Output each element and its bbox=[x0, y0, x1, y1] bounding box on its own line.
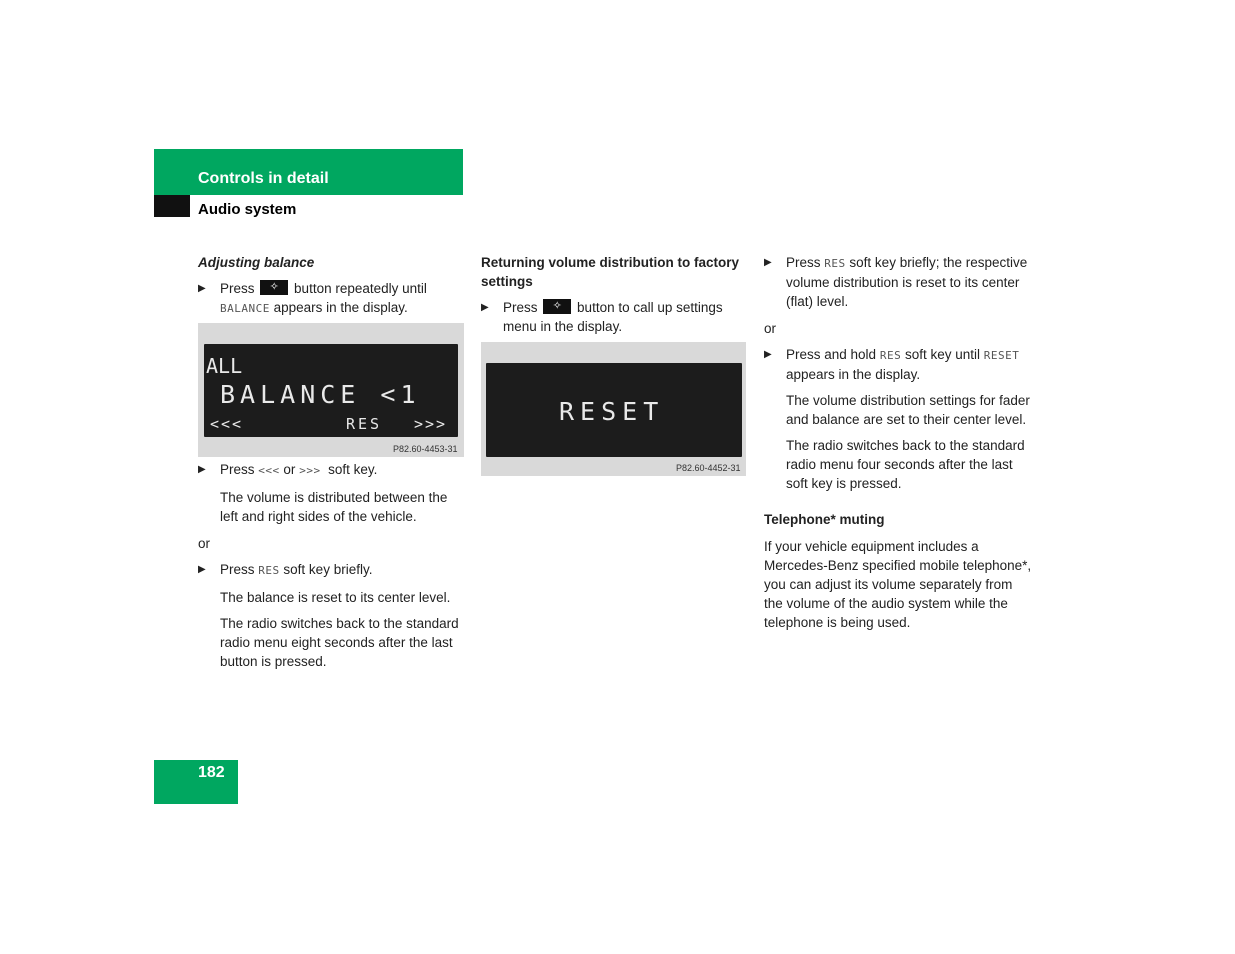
lcd-softkey-res: RES bbox=[346, 415, 383, 433]
triangle-bullet-icon: ▶ bbox=[198, 564, 206, 575]
page-number-box bbox=[154, 760, 238, 804]
heading-returning-volume: Returning volume distribution to factory settings bbox=[481, 255, 740, 289]
column-1 bbox=[198, 253, 466, 318]
triangle-bullet-icon: ▶ bbox=[198, 464, 206, 475]
heading-telephone-muting: Telephone* muting bbox=[764, 512, 885, 527]
text-settings-center: The volume distribution settings for fader and balance are set to their center level. bbox=[786, 393, 1030, 427]
lcd-line-reset: RESET bbox=[559, 397, 665, 426]
text-radio-four-seconds: The radio switches back to the standard radio menu four seconds after the last soft key is pressed. bbox=[786, 438, 1025, 491]
step-press-hold-res: ▶ Press and hold RES soft key until RESET appears in the display. bbox=[764, 347, 1020, 382]
column-3 bbox=[764, 253, 1032, 632]
step-press-arrows: ▶ Press <<< or >>> soft key. bbox=[198, 462, 378, 477]
triangle-bullet-icon: ▶ bbox=[764, 349, 772, 360]
lcd-screen bbox=[204, 344, 458, 437]
lcd-screen bbox=[486, 363, 742, 457]
lcd-softkey-right: >>> bbox=[414, 415, 448, 433]
subsection-title: Audio system bbox=[198, 201, 297, 218]
section-title: Controls in detail bbox=[198, 170, 329, 187]
step-press-res-briefly: ▶ Press RES soft key briefly; the respective volume distribution is reset to its center (flat) level. bbox=[764, 255, 1028, 309]
lcd-line-balance: BALANCE <1 bbox=[220, 380, 421, 409]
heading-adjusting-balance: Adjusting balance bbox=[198, 255, 315, 270]
text-or: or bbox=[198, 536, 211, 551]
column-2 bbox=[481, 253, 745, 336]
step-press-res: ▶ Press RES soft key briefly. bbox=[198, 562, 373, 577]
image-caption: P82.60-4452-31 bbox=[676, 463, 741, 473]
text-telephone-volume: If your vehicle equipment includes a Mercedes-Benz specified mobile telephone*, you can adjust its volume separately from the volume of the audio system while the telephone is being used. bbox=[764, 539, 1032, 630]
display-image-balance bbox=[198, 323, 464, 457]
triangle-bullet-icon: ▶ bbox=[198, 283, 206, 294]
subsection-marker bbox=[154, 195, 190, 217]
text-radio-switches-back: The radio switches back to the standard radio menu eight seconds after the last button is pressed. bbox=[220, 616, 459, 669]
triangle-bullet-icon: ▶ bbox=[481, 302, 489, 313]
settings-key-icon: ✧ bbox=[260, 280, 288, 295]
text-balance-reset: The balance is reset to its center level. bbox=[220, 590, 451, 605]
step-press-settings: ▶ Press ✧ button to call up settings menu in the display. bbox=[481, 300, 723, 334]
lcd-line-all: ALL bbox=[206, 354, 243, 378]
settings-key-icon: ✧ bbox=[543, 299, 571, 314]
text-or: or bbox=[764, 321, 777, 336]
triangle-bullet-icon: ▶ bbox=[764, 257, 772, 268]
lcd-softkey-left: <<< bbox=[210, 415, 244, 433]
display-image-reset bbox=[481, 342, 746, 476]
step-press-key: ▶ Press ✧ button repeatedly until BALANCE appears in the display. bbox=[198, 281, 427, 315]
column-1-lower bbox=[198, 460, 466, 671]
page-number: 182 bbox=[198, 764, 225, 781]
image-caption: P82.60-4453-31 bbox=[393, 444, 458, 454]
text-volume-distributed: The volume is distributed between the left and right sides of the vehicle. bbox=[220, 490, 448, 524]
